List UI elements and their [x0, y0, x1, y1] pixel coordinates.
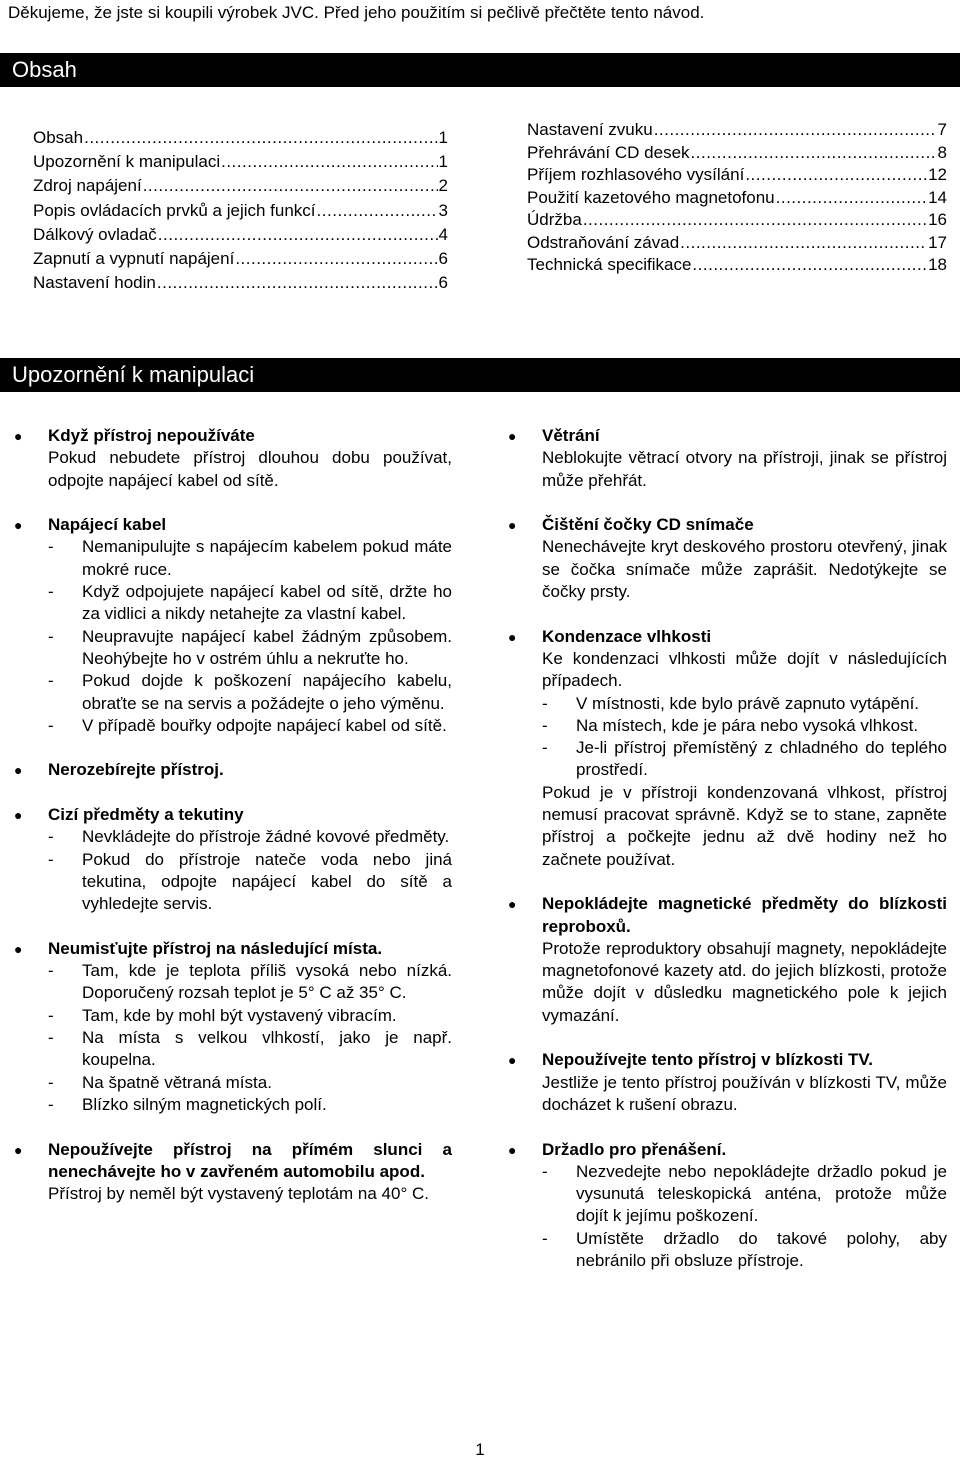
toc-entry[interactable] — [33, 247, 448, 271]
toc-entry-page: 17 — [928, 232, 947, 252]
dash-icon: - — [48, 715, 54, 735]
list-item — [12, 804, 452, 915]
bullet-icon: ● — [508, 896, 517, 913]
toc-entry-title: Příjem rozhlasového vysílání — [527, 165, 745, 184]
toc-entry-page: 16 — [928, 210, 947, 229]
bullet-icon: ● — [14, 762, 23, 779]
sub-item: - Blízko silným magnetických polí. — [48, 1094, 452, 1116]
toc-right-column — [527, 119, 947, 277]
toc-entry-page: 4 — [438, 224, 448, 244]
dash-icon: - — [48, 849, 54, 869]
sub-item: - Tam, kde je teplota příliš vysoká nebo nízká. Doporučený rozsah teplot je 5° C až 35° C. — [48, 961, 452, 1003]
sub-item: - Umístěte držadlo do takové polohy, aby nebránilo při obsluze přístroje. — [542, 1228, 947, 1270]
dash-icon: - — [48, 626, 54, 646]
item-text: Jestliže je tento přístroj používán v blízkosti TV, může docházet k rušení obrazu. — [542, 1072, 947, 1114]
item-title: Nepoužívejte tento přístroj v blízkosti TV. — [542, 1050, 873, 1070]
toc-left-column — [33, 126, 448, 295]
toc-entry[interactable] — [33, 271, 448, 295]
toc-entry-title: Zdroj napájení — [33, 176, 142, 196]
dash-icon: - — [48, 961, 54, 981]
item-text-after: Pokud je v přístroji kondenzovaná vlhkost, přístroj nemusí pracovat správně. Když se to stane, zapněte přístroj a počkejte jednu až dvě hodiny než ho začnete používat. — [542, 782, 947, 869]
toc-entry-title: Nastavení zvuku — [527, 120, 653, 139]
toc-entry-title: Údržba — [527, 210, 582, 229]
page-number: 1 — [475, 1440, 485, 1459]
toc-entry-page: 6 — [438, 249, 448, 269]
toc-entry-title: Obsah — [33, 128, 84, 147]
dash-icon: - — [48, 582, 54, 602]
toc-entry-title: Nastavení hodin — [33, 273, 156, 293]
toc-entry-title: Dálkový ovladač — [33, 224, 157, 244]
right-column — [506, 425, 947, 1295]
sub-item: - Pokud do přístroje nateče voda nebo jiná tekutina, odpojte napájecí kabel do sítě a vyhledejte servis. — [48, 849, 452, 914]
bullet-icon: ● — [14, 428, 23, 444]
list-item — [506, 626, 947, 871]
bullet-icon: ● — [508, 428, 517, 444]
dash-icon: - — [48, 1028, 54, 1048]
item-title: Napájecí kabel — [48, 515, 167, 535]
sub-item: - Nezvedejte nebo nepokládejte držadlo pokud je vysunutá teleskopická anténa, protože může dojít k jejímu poškození. — [542, 1161, 947, 1226]
item-title: Nerozebírejte přístroj. — [48, 760, 224, 780]
sub-item: - Když odpojujete napájecí kabel od sítě, držte ho za vidlici a nikdy netahejte za vlastní kabel. — [48, 582, 452, 624]
sub-item: - Na místa s velkou vlhkostí, jako je např. koupelna. — [48, 1028, 452, 1070]
bullet-icon: ● — [14, 1141, 23, 1158]
intro-text: Děkujeme, že jste si koupili výrobek JVC. Před jeho použitím si pečlivě přečtěte tento návod. — [8, 3, 705, 22]
bullet-icon: ● — [508, 1141, 517, 1158]
sub-item: - V místnosti, kde bylo právě zapnuto vytápění. — [542, 693, 947, 715]
toc-entry[interactable] — [33, 150, 448, 174]
toc-entry-page: 1 — [438, 152, 448, 172]
item-title: Nepokládejte magnetické předměty do blízkosti reproboxů. — [542, 894, 947, 936]
list-item — [506, 514, 947, 603]
sub-item: - Na špatně větraná místa. — [48, 1072, 452, 1094]
item-text: Nenechávejte kryt deskového prostoru otevřený, jinak se čočka snímače může zaprášit. Nedotýkejte se čočky prsty. — [542, 537, 947, 602]
list-item — [506, 1139, 947, 1273]
toc-entry[interactable] — [527, 187, 947, 210]
list-item — [12, 938, 452, 1116]
toc-entry[interactable] — [33, 174, 448, 198]
item-title: Když přístroj nepoužíváte — [48, 426, 255, 445]
dash-icon: - — [542, 715, 548, 735]
dash-icon: - — [542, 693, 548, 713]
toc-entry-title: Technická specifikace — [527, 255, 692, 274]
list-item — [506, 893, 947, 1027]
item-text: Neblokujte větrací otvory na přístroji, jinak se přístroj může přehřát. — [542, 448, 947, 490]
toc-entry-page: 14 — [928, 187, 947, 207]
dash-icon: - — [48, 827, 54, 847]
left-column — [12, 425, 452, 1228]
toc-entry[interactable] — [33, 199, 448, 223]
sub-item: - Nevkládejte do přístroje žádné kovové předměty. — [48, 826, 452, 848]
bullet-icon: ● — [14, 940, 23, 957]
sub-item: - Na místech, kde je pára nebo vysoká vlhkost. — [542, 715, 947, 737]
item-text: Pokud nebudete přístroj dlouhou dobu používat, odpojte napájecí kabel od sítě. — [48, 448, 452, 490]
sub-item: - V případě bouřky odpojte napájecí kabel od sítě. — [48, 715, 452, 737]
item-title: Nepoužívejte přístroj na přímém slunci a nenechávejte ho v zavřeném automobilu apod. — [48, 1139, 452, 1181]
section-heading: Upozornění k manipulaci — [0, 358, 960, 392]
toc-entry[interactable] — [527, 254, 947, 277]
dash-icon: - — [542, 738, 548, 758]
toc-heading: Obsah — [0, 53, 960, 87]
item-title: Cizí předměty a tekutiny — [48, 805, 244, 825]
toc-entry[interactable] — [527, 119, 947, 142]
bullet-icon: ● — [508, 1052, 517, 1069]
toc-entry-title: Popis ovládacích prvků a jejich funkcí — [33, 200, 316, 220]
item-text: Ke kondenzaci vlhkosti může dojít v následujících případech. — [542, 648, 947, 691]
item-title: Větrání — [542, 426, 600, 445]
sub-item: - Neupravujte napájecí kabel žádným způsobem. Neohýbejte ho v ostrém úhlu a nekruťte ho. — [48, 626, 452, 668]
toc-entry-page: 6 — [438, 273, 448, 293]
bullet-icon: ● — [508, 517, 517, 534]
sub-item: - Tam, kde by mohl být vystavený vibracím. — [48, 1005, 452, 1027]
toc-entry-title: Přehrávání CD desek — [527, 142, 690, 162]
toc-entry-page: 1 — [438, 128, 448, 147]
dash-icon: - — [48, 1005, 54, 1025]
list-item — [506, 425, 947, 492]
list-item — [12, 425, 452, 492]
toc-entry[interactable] — [33, 223, 448, 247]
item-title: Čištění čočky CD snímače — [542, 515, 754, 535]
item-title: Kondenzace vlhkosti — [542, 626, 712, 646]
toc-entry-title: Zapnutí a vypnutí napájení — [33, 249, 235, 269]
toc-entry[interactable] — [33, 126, 448, 150]
toc-entry[interactable] — [527, 164, 947, 187]
dash-icon: - — [48, 537, 54, 557]
toc-entry-page: 12 — [928, 165, 947, 184]
list-item — [12, 514, 452, 737]
toc-entry[interactable] — [527, 142, 947, 165]
sub-item: - Je-li přístroj přemístěný z chladného do teplého prostředí. — [542, 738, 947, 780]
toc-entry[interactable] — [527, 209, 947, 232]
dash-icon: - — [542, 1228, 548, 1248]
toc-entry-title: Použití kazetového magnetofonu — [527, 187, 775, 207]
dash-icon: - — [48, 1072, 54, 1092]
dash-icon: - — [48, 1094, 54, 1114]
item-text: Přístroj by neměl být vystavený teplotám na 40° C. — [48, 1184, 429, 1204]
toc-entry-page: 2 — [438, 176, 448, 196]
toc-entry-title: Upozornění k manipulaci — [33, 152, 221, 172]
dash-icon: - — [542, 1161, 548, 1181]
list-item — [506, 1049, 947, 1116]
sub-item: - Nemanipulujte s napájecím kabelem pokud máte mokré ruce. — [48, 537, 452, 579]
item-title: Držadlo pro přenášení. — [542, 1139, 727, 1159]
item-text: Protože reproduktory obsahují magnety, nepokládejte magnetofonové kazety atd. do jejich blízkosti, protože může dojít v důsledku magnetického pole k jejich vymazání. — [542, 938, 947, 1025]
item-title: Neumisťujte přístroj na následující místa. — [48, 938, 383, 958]
bullet-icon: ● — [508, 628, 517, 645]
bullet-icon: ● — [14, 807, 23, 824]
toc-entry-page: 8 — [937, 142, 947, 162]
list-item — [12, 1139, 452, 1206]
list-item — [12, 759, 452, 781]
bullet-icon: ● — [14, 517, 23, 534]
sub-item: - Pokud dojde k poškození napájecího kabelu, obraťte se na servis a požádejte o jeho výměnu. — [48, 671, 452, 713]
toc-entry-page: 18 — [928, 255, 947, 274]
dash-icon: - — [48, 671, 54, 691]
toc-entry-page: 7 — [937, 120, 947, 139]
toc-entry-title: Odstraňování závad — [527, 232, 680, 252]
toc-entry-page: 3 — [438, 200, 448, 220]
toc-entry[interactable] — [527, 232, 947, 255]
